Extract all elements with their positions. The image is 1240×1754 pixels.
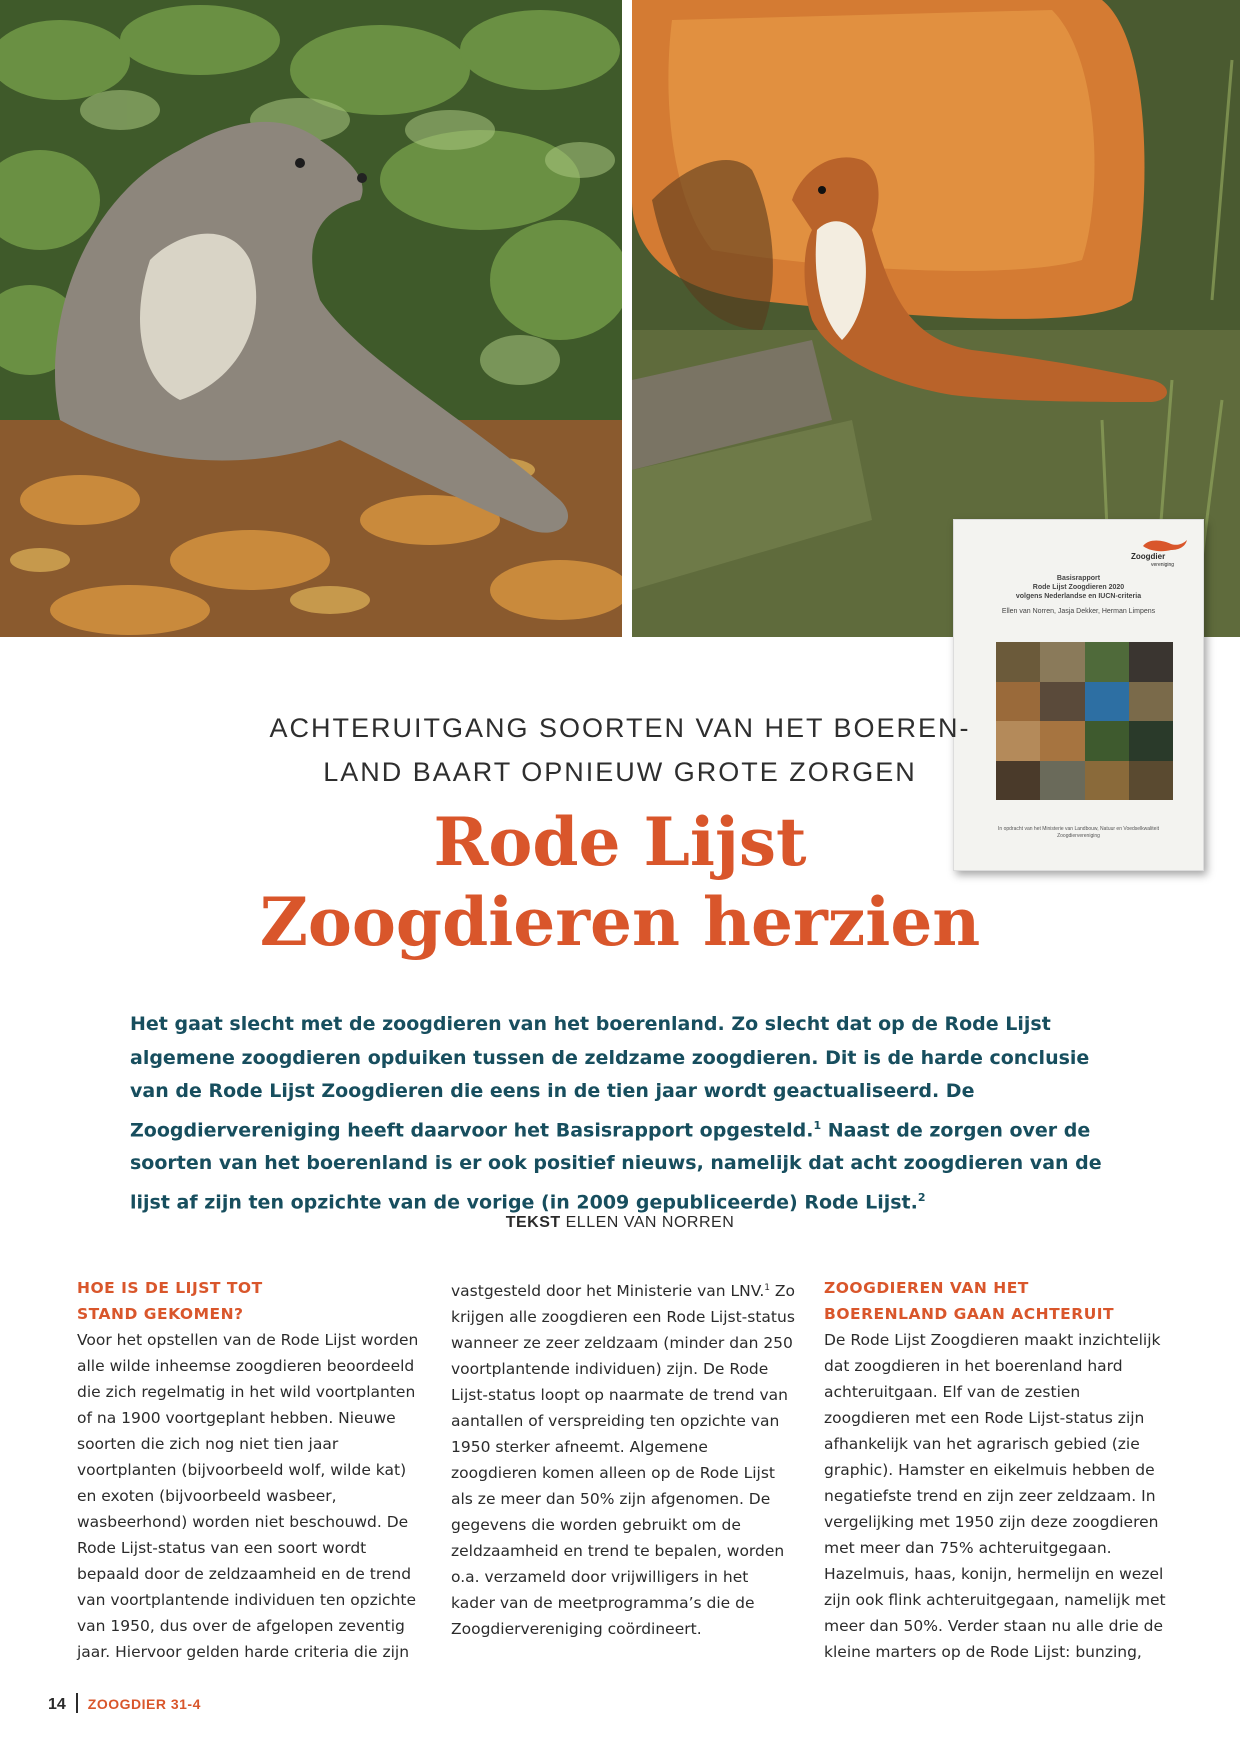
byline-author: ELLEN VAN NORREN — [560, 1214, 735, 1231]
column-1 — [77, 1275, 422, 1665]
title-line-1: Rode Lijst — [433, 803, 807, 881]
journal-name: ZOOGDIER 31-4 — [87, 1696, 201, 1712]
column-1-body: Voor het opstellen van de Rode Lijst worden alle wilde inheemse zoogdieren beoordeeld die zich regelmatig in het wild voortplanten of na 1900 voortgeplant hebben. Nieuwe soorten die zich nog niet tien jaar voortplanten (bijvoorbeeld wolf, wilde kat) en exoten (bijvoorbeeld wasbeer, wasbeerhond) worden niet beschouwd. De Rode Lijst-status van een soort wordt bepaald door de zeldzaamheid en de trend van voortplantende individuen ten opzichte van 1950, dus over de afgelopen zeventig jaar. Hiervoor gelden harde criteria die zijn — [77, 1331, 419, 1661]
svg-text:vereniging: vereniging — [1151, 562, 1175, 568]
column-2-text-2: Zo krijgen alle zoogdieren een Rode Lijst-status wanneer ze zeer zeldzaam (minder dan 250 voortplantende individuen) zijn. De Rode Lijst-status loopt op naarmate de trend van aantallen of verspreiding ten opzichte van 1950 sterker afneemt. Algemene zoogdieren komen alleen op de Rode Lijst als ze meer dan 50% zijn afgenomen. De gegevens die worden gebruikt om de zeldzaamheid en trend te bepalen, worden o.a. verzameld door vrijwilligers in het kader van de meetprogramma’s die de Zoogdiervereniging coördineert. — [451, 1282, 796, 1639]
footnote-ref-2: 2 — [917, 1190, 926, 1204]
byline — [400, 1214, 840, 1232]
report-cover-photo-grid — [996, 642, 1173, 800]
report-cover-heading-3: volgens Nederlandse en IUCN-criteria — [1015, 593, 1142, 600]
footnote-ref-1: 1 — [813, 1118, 822, 1132]
section-heading-boerenland-line-2: BOERENLAND GAAN ACHTERUIT — [824, 1305, 1115, 1323]
report-cover-authors: Ellen van Norren, Jasja Dekker, Herman Limpens — [1001, 608, 1156, 615]
page-footer — [48, 1693, 201, 1716]
report-cover-footer-1: In opdracht van het Ministerie van Landbouw, Natuur en Voedselkwaliteit — [998, 826, 1159, 832]
kicker-line-1: ACHTERUITGANG SOORTEN VAN HET BOEREN- — [269, 713, 971, 743]
article-intro — [130, 1008, 1110, 1220]
column-2 — [451, 1275, 796, 1642]
page-number: 14 — [48, 1696, 66, 1713]
title-line-2: Zoogdieren herzien — [259, 883, 981, 961]
report-cover-text — [974, 574, 1183, 616]
article-kicker — [240, 706, 1000, 794]
svg-text:Zoogdier: Zoogdier — [1131, 552, 1166, 561]
column-2-text-1: vastgesteld door het Ministerie van LNV. — [451, 1282, 765, 1301]
intro-text-1: Het gaat slecht met de zoogdieren van het boerenland. Zo slecht dat op de Rode Lijst algemene zoogdieren opduiken tussen de zeldzame zoogdieren. Dit is de harde conclusie van de Rode Lijst Zoogdieren die eens in de tien jaar wordt geactualiseerd. De Zoogdiervereniging heeft daarvoor het Basisrapport opgesteld. — [130, 1013, 1090, 1141]
section-heading-lijst-line-1: HOE IS DE LIJST TOT — [77, 1279, 263, 1297]
intro-text-2: Naast de zorgen over de soorten van het boerenland is er ook positief nieuws, namelijk dat acht zoogdieren van de lijst af zijn ten opzichte van de vorige (in 2009 gepubliceerde) Rode Lijst. — [130, 1118, 1102, 1214]
zoogdiervereniging-logo-icon — [1129, 534, 1189, 568]
report-cover-heading-2: Rode Lijst Zoogdieren 2020 — [1032, 584, 1125, 591]
column-3-body: De Rode Lijst Zoogdieren maakt inzichtelijk dat zoogdieren in het boerenland hard achteruitgaan. Elf van de zestien zoogdieren met een Rode Lijst-status zijn afhankelijk van het agrarisch gebied (zie graphic). Hamster en eikelmuis hebben de negatiefste trend en zijn zeer zeldzaam. In vergelijking met 1950 zijn deze zoogdieren met meer dan 75% achteruitgegaan. Hazelmuis, haas, konijn, hermelijn en wezel zijn ook flink achteruitgegaan, namelijk met meer dan 50%. Verder staan nu alle drie de kleine marters op de Rode Lijst: bunzing, — [824, 1331, 1166, 1661]
column-2-body — [451, 1275, 796, 1642]
section-heading-boerenland — [824, 1275, 1169, 1327]
kicker-line-2: LAND BAART OPNIEUW GROTE ZORGEN — [323, 757, 917, 787]
report-cover-footer-2: Zoogdiervereniging — [1057, 833, 1100, 839]
otter-photo — [0, 0, 622, 637]
section-heading-boerenland-line-1: ZOOGDIEREN VAN HET — [824, 1279, 1029, 1297]
footnote-ref-col2: 1 — [764, 1283, 770, 1293]
article-title — [160, 802, 1080, 962]
section-heading-lijst — [77, 1275, 422, 1327]
column-3 — [824, 1275, 1169, 1665]
section-heading-lijst-line-2: STAND GEKOMEN? — [77, 1305, 244, 1323]
footer-divider — [76, 1693, 78, 1713]
report-cover-heading-1: Basisrapport — [1056, 575, 1101, 582]
byline-label: TEKST — [505, 1214, 561, 1231]
